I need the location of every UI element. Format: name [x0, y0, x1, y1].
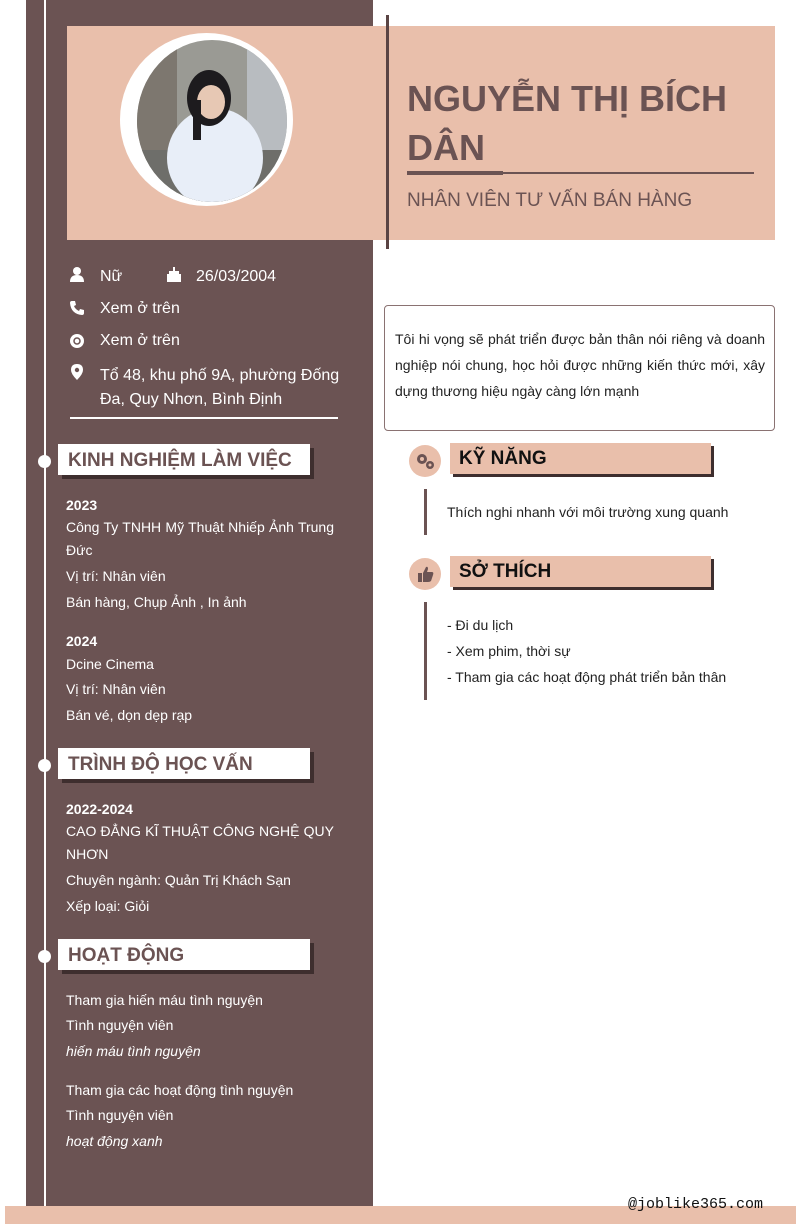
activity-name: Tham gia các hoạt động tình nguyện	[66, 1082, 294, 1098]
avatar	[137, 40, 287, 202]
footer-watermark: @joblike365.com	[628, 1196, 764, 1213]
hobby-item: - Xem phim, thời sự	[447, 643, 571, 659]
hobbies-bar	[424, 602, 427, 700]
gender-value: Nữ	[100, 268, 123, 285]
activity-role: Tình nguyện viên	[66, 1107, 174, 1123]
experience-position: Vị trí: Nhân viên	[66, 681, 166, 697]
job-title: NHÂN VIÊN TƯ VẤN BÁN HÀNG	[407, 190, 693, 211]
activity-desc: hoạt động xanh	[66, 1133, 163, 1149]
cake-icon	[165, 265, 183, 283]
skills-heading: KỸ NĂNG	[450, 443, 711, 474]
birthday-value: 26/03/2004	[196, 268, 277, 285]
education-years: 2022-2024	[66, 801, 133, 817]
experience-desc: Bán vé, dọn dẹp rạp	[66, 707, 193, 723]
timeline-line	[44, 0, 46, 1224]
candidate-name: NGUYỄN THỊ BÍCH DÂN	[407, 78, 728, 168]
skill-item: Thích nghi nhanh với môi trường xung quanh	[447, 504, 729, 520]
education-school: CAO ĐẲNG KĨ THUẬT CÔNG NGHỆ QUY NHƠN	[66, 823, 334, 862]
experience-position: Vị trí: Nhân viên	[66, 568, 166, 584]
map-pin-icon	[68, 363, 86, 381]
timeline-dot	[38, 455, 51, 468]
address-value: Tổ 48, khu phố 9A, phường Đống Đa, Quy Nhơn, Bình Định	[100, 367, 340, 408]
activity-name: Tham gia hiến máu tình nguyện	[66, 992, 263, 1008]
hobbies-heading: SỞ THÍCH	[450, 556, 711, 587]
experience-company: Dcine Cinema	[66, 656, 154, 672]
info-separator	[70, 417, 338, 419]
skills-bar	[424, 489, 427, 535]
activities-heading: HOẠT ĐỘNG	[58, 939, 310, 970]
timeline-dot	[38, 759, 51, 772]
thumbs-up-icon	[409, 558, 441, 590]
activity-role: Tình nguyện viên	[66, 1017, 174, 1033]
phone-icon	[68, 299, 86, 317]
experience-heading: KINH NGHIỆM LÀM VIỆC	[58, 444, 310, 475]
education-major: Chuyên ngành: Quản Trị Khách Sạn	[66, 872, 291, 888]
objective-text: Tôi hi vọng sẽ phát triển được bản thân nói riêng và doanh nghiệp nói chung, học hỏi được những kiến thức mới, xây dựng thương hiệu ngày càng lớn mạnh	[395, 331, 765, 399]
header-divider	[386, 15, 389, 249]
timeline-dot	[38, 950, 51, 963]
name-underline-accent	[407, 171, 503, 175]
experience-year: 2023	[66, 497, 98, 513]
hobby-item: - Tham gia các hoạt động phát triển bản thân	[447, 669, 727, 685]
education-heading: TRÌNH ĐỘ HỌC VẤN	[58, 748, 310, 779]
experience-company: Công Ty TNHH Mỹ Thuật Nhiếp Ảnh Trung Đức	[66, 519, 334, 558]
education-grade: Xếp loại: Giỏi	[66, 898, 150, 914]
phone-value: Xem ở trên	[100, 300, 180, 317]
activity-desc: hiến máu tình nguyện	[66, 1043, 201, 1059]
experience-desc: Bán hàng, Chụp Ảnh , In ảnh	[66, 594, 247, 610]
gears-icon	[409, 445, 441, 477]
at-sign-icon	[68, 332, 86, 350]
hobby-item: - Đi du lịch	[447, 617, 514, 633]
experience-year: 2024	[66, 633, 98, 649]
objective-box	[384, 305, 775, 431]
email-value: Xem ở trên	[100, 332, 180, 349]
user-icon	[68, 266, 86, 284]
